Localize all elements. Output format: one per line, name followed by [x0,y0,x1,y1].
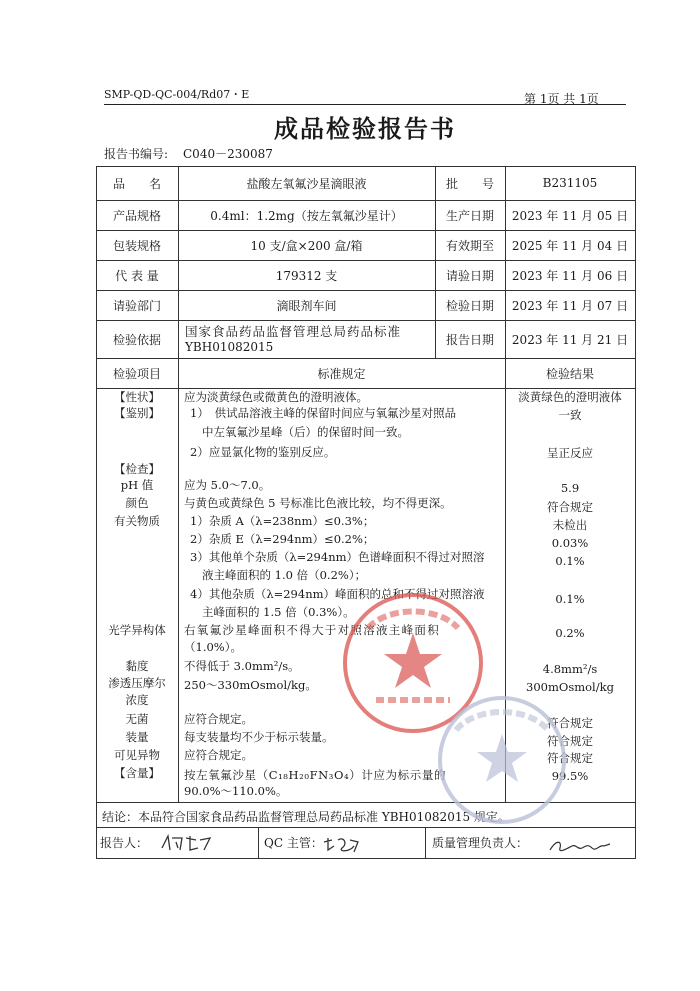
res-sterility: 符合规定 [547,716,593,730]
page-title: 成品检验报告书 [274,114,456,143]
res-osmolality: 300mOsmol/kg [526,680,614,694]
expiry-value: 2025 年 11 月 04 日 [511,238,629,253]
reporter-signature [158,832,214,854]
item-viscosity: 黏度 [125,659,149,673]
res-assay: 99.5% [551,769,589,783]
std-assay-a: 按左氧氟沙星（C₁₈H₂₀FN₃O₄）计应为标示量的 [184,768,447,782]
product-name-value: 盐酸左氧氟沙星滴眼液 [246,176,367,191]
res-color: 符合规定 [547,500,593,514]
item-optical-isomer: 光学异构体 [108,623,166,637]
item-fill-volume: 装量 [125,730,149,744]
std-color: 与黄色或黄绿色 5 号标准比色液比较，均不得更深。 [184,496,452,510]
quantity-label: 代 表 量 [115,268,159,283]
item-color: 颜色 [125,496,149,510]
item-appearance: 【性状】 [114,390,160,404]
basis-label: 检验依据 [112,332,161,347]
res-fill-volume: 符合规定 [547,734,593,748]
report-number-value: C040－230087 [183,147,273,161]
res-impurity-a: 未检出 [552,518,588,532]
expiry-label: 有效期至 [445,238,494,253]
mfg-date-label: 生产日期 [445,208,494,223]
item-identification: 【鉴别】 [114,406,160,420]
std-osmolality: 250～330mOsmol/kg。 [184,678,317,692]
spec-label: 产品规格 [112,208,161,223]
test-date-value: 2023 年 11 月 07 日 [511,298,629,313]
header-rule [104,104,626,105]
std-identification-1b: 中左氧氟沙星峰（后）的保留时间一致。 [202,425,409,439]
report-date-value: 2023 年 11 月 21 日 [511,332,629,347]
res-optical-isomer: 0.2% [555,626,585,640]
std-appearance: 应为淡黄绿色或微黄色的澄明液体。 [184,390,368,404]
secondary-stamp [432,690,572,830]
quantity-value: 179312 支 [275,268,338,283]
document-code: SMP-QD-QC-004/Rd07・E [104,88,250,101]
std-total-impurity-a: 4）其他杂质（λ=294nm）峰面积的总和不得过对照溶液 [190,587,485,601]
dept-label: 请验部门 [112,298,161,313]
item-assay: 【含量】 [114,766,160,780]
spec-value: 0.4ml：1.2mg（按左氧氟沙星计） [210,208,403,223]
request-date-label: 请验日期 [445,268,494,283]
res-single-impurity: 0.1% [555,554,585,568]
res-appearance: 淡黄绿色的澄明液体 [518,390,622,404]
qc-manager-label: QC 主管： [264,836,323,850]
std-optical-isomer-b: （1.0%）。 [184,640,242,654]
col-header-standard: 标准规定 [317,366,366,381]
res-impurity-e: 0.03% [551,536,589,550]
std-single-impurity-b: 液主峰面积的 1.0 倍（0.2%）； [202,568,367,582]
test-date-label: 检验日期 [445,298,494,313]
mfg-date-value: 2023 年 11 月 05 日 [511,208,629,223]
std-ph: 应为 5.0～7.0。 [184,478,271,492]
dept-value: 滴眼剂车间 [276,298,337,313]
std-optical-isomer-a: 右氧氟沙星峰面积不得大于对照溶液主峰面积 [184,623,440,637]
item-sterility: 无菌 [125,712,149,726]
std-impurity-e: 2）杂质 E（λ=294nm）≤0.2%； [190,532,375,546]
res-identification-2: 呈正反应 [547,446,593,460]
basis-value-line1: 国家食品药品监督管理总局药品标准 [185,324,402,339]
report-date-label: 报告日期 [445,332,494,347]
col-header-result: 检验结果 [545,366,594,381]
std-identification-2: 2）应显氯化物的鉴别反应。 [190,445,336,459]
product-name-label: 品 名 [112,176,161,191]
pack-value: 10 支/盒×200 盒/箱 [250,238,363,253]
res-total-impurity: 0.1% [555,592,585,606]
page-info: 第 1页 共 1页 [524,92,599,106]
report-number-label: 报告书编号: [104,147,169,161]
pack-label: 包装规格 [112,238,161,253]
item-inspection: 【检查】 [114,462,160,476]
std-viscosity: 不得低于 3.0mm²/s。 [184,659,300,673]
qa-signature [548,836,612,856]
item-ph: pH 值 [120,478,154,492]
item-osmolality-line2: 浓度 [125,693,149,707]
res-identification-1: 一致 [558,408,582,422]
std-assay-b: 90.0%～110.0%。 [184,784,288,798]
res-viscosity: 4.8mm²/s [542,662,598,676]
res-ph: 5.9 [560,481,580,495]
item-visible-particles: 可见异物 [114,748,160,762]
basis-value-line2: YBH01082015 [185,340,274,354]
std-impurity-a: 1）杂质 A（λ=238nm）≤0.3%； [190,514,375,528]
request-date-value: 2023 年 11 月 06 日 [511,268,629,283]
std-single-impurity-a: 3）其他单个杂质（λ=294nm）色谱峰面积不得过对照溶 [190,550,485,564]
conclusion: 结论：本品符合国家食品药品监督管理总局药品标准 YBH01082015 规定。 [102,810,510,824]
col-header-item: 检验项目 [112,366,161,381]
reporter-label: 报告人： [100,836,149,850]
std-identification-1a: 1） 供试品溶液主峰的保留时间应与氧氟沙星对照品 [190,406,457,420]
std-visible-particles: 应符合规定。 [184,748,253,762]
batch-label: 批 号 [445,176,494,191]
std-fill-volume: 每支装量均不少于标示装量。 [184,730,334,744]
batch-value: B231105 [542,176,598,190]
qc-signature [320,834,364,856]
item-osmolality-line1: 渗透压摩尔 [108,676,166,690]
res-visible-particles: 符合规定 [547,751,593,765]
qa-manager-label: 质量管理负责人： [432,836,529,850]
item-related-substances: 有关物质 [114,514,160,528]
std-sterility: 应符合规定。 [184,712,253,726]
std-total-impurity-b: 主峰面积的 1.5 倍（0.3%）。 [202,605,355,619]
